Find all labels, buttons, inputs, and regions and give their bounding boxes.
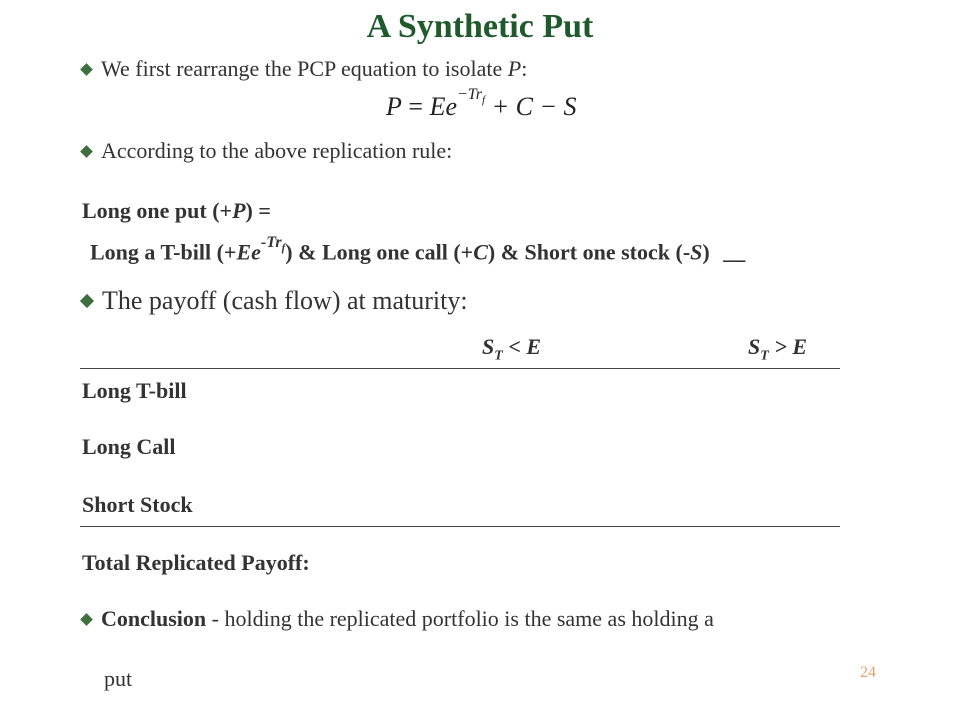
pcp-equation <box>386 86 577 122</box>
bullet-rearrange-post: : <box>521 56 528 81</box>
long-put-line <box>82 198 271 224</box>
equation-exponent-sub: f <box>482 94 486 107</box>
replication-p4: ) & Long one call (+ <box>285 239 474 265</box>
table-row-label: Long Call <box>82 434 176 459</box>
long-put-post: ) = <box>245 198 271 223</box>
replication-blank: __ <box>723 239 746 265</box>
equation-exponent: −Tr <box>456 86 483 104</box>
diamond-bullet-icon <box>80 145 93 158</box>
long-put-var: P <box>232 198 246 223</box>
bullet-conclusion <box>82 606 714 632</box>
conclusion-continuation: put <box>104 666 133 691</box>
column-header-st-less-e <box>482 334 541 364</box>
diamond-bullet-icon <box>80 613 93 626</box>
page-title: A Synthetic Put <box>366 8 594 45</box>
table-row-label: Short Stock <box>82 492 193 517</box>
conclusion-text: - holding the replicated portfolio is the same as holding a <box>206 606 714 631</box>
replication-p8: ) <box>702 239 710 265</box>
diamond-bullet-icon <box>80 294 94 308</box>
bullet-payoff <box>82 286 468 316</box>
conclusion-label: Conclusion <box>101 606 207 631</box>
replication-p1: Long a T-bill (+ <box>90 239 237 265</box>
page-number: 24 <box>860 664 876 681</box>
equation-ee: Ee <box>429 92 457 121</box>
replication-ee: Ee <box>236 239 261 265</box>
bullet-replication-text: According to the above replication rule: <box>101 138 453 163</box>
col2-rest: > E <box>768 334 808 359</box>
replication-exp: -Tr <box>260 234 282 251</box>
column-header-st-greater-e <box>748 334 807 364</box>
replication-exp-sub: f <box>281 242 286 255</box>
bullet-replication-rule <box>82 138 452 164</box>
equation-rest: + C − S <box>485 92 577 121</box>
bullet-payoff-text: The payoff (cash flow) at maturity: <box>102 286 468 315</box>
bullet-rearrange-var: P <box>507 56 522 81</box>
col2-s: S <box>748 334 761 359</box>
replication-s: S <box>690 239 703 265</box>
equation-equals: = <box>401 92 430 121</box>
col2-sub: T <box>760 348 769 364</box>
table-row-label: Long T-bill <box>82 378 187 403</box>
table-bottom-divider <box>80 526 840 527</box>
bullet-rearrange <box>82 56 527 82</box>
equation-lhs: P <box>386 92 402 121</box>
replication-p6: ) & Short one stock (- <box>487 239 691 265</box>
total-replicated-payoff-label: Total Replicated Payoff: <box>82 550 310 575</box>
col1-s: S <box>482 334 495 359</box>
bullet-rearrange-text: We first rearrange the PCP equation to isolate <box>101 56 508 81</box>
replication-c: C <box>473 239 488 265</box>
table-top-divider <box>80 368 840 369</box>
col1-rest: < E <box>502 334 542 359</box>
replication-line <box>90 234 746 265</box>
col1-sub: T <box>494 348 503 364</box>
long-put-pre: Long one put (+ <box>82 198 233 223</box>
diamond-bullet-icon <box>80 63 93 76</box>
